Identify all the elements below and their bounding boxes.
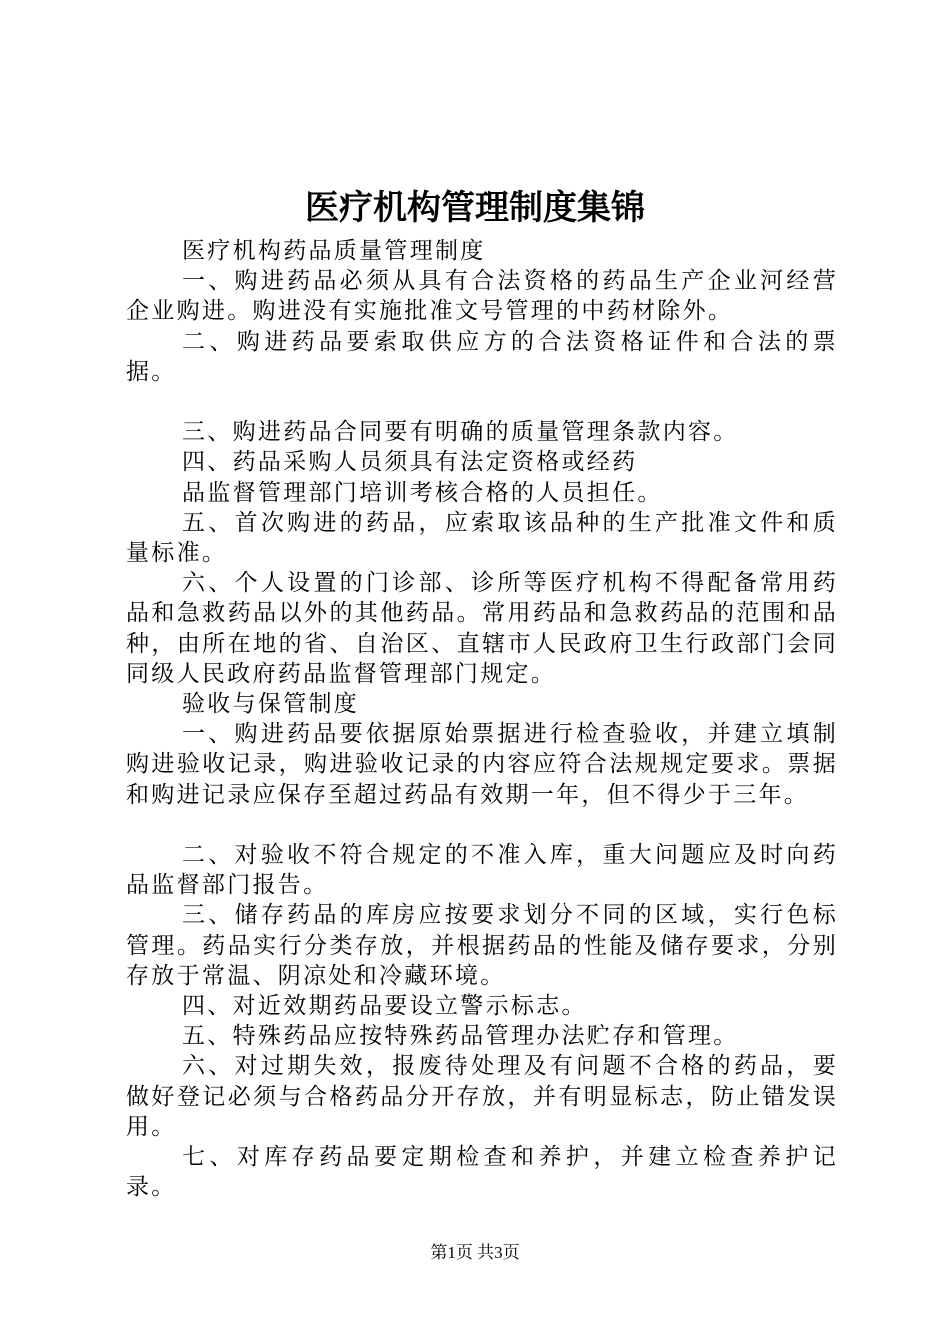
page-footer: 第1页 共3页 <box>430 1243 520 1262</box>
section-heading: 医疗机构药品质量管理制度 <box>182 238 486 264</box>
document-body <box>126 236 838 1202</box>
paragraph: 品监督管理部门培训考核合格的人员担任。 <box>182 479 663 506</box>
paragraph: 五、特殊药品应按特殊药品管理办法贮存和管理。 <box>182 1023 739 1050</box>
paragraph: 一、购进药品要依据原始票据进行检查验收，并建立填制购进验收记录，购进验收记录的内容应符合法规规定要求。票据和购进记录应保存至超过药品有效期一年，但不得少于三年。 <box>126 721 838 808</box>
section-heading: 验收与保管制度 <box>182 691 360 718</box>
paragraph: 六、个人设置的门诊部、诊所等医疗机构不得配备常用药品和急救药品以外的其他药品。常用药品和急救药品的范围和品种，由所在地的省、自治区、直辖市人民政府卫生行政部门会同同级人民政府药品监督管理部门规定。 <box>126 570 838 687</box>
paragraph: 六、对过期失效，报废待处理及有问题不合格的药品，要做好登记必须与合格药品分开存放，并有明显标志，防止错发误用。 <box>126 1053 838 1140</box>
paragraph: 七、对库存药品要定期检查和养护，并建立检查养护记录。 <box>126 1144 838 1201</box>
paragraph: 四、药品采购人员须具有法定资格或经药 <box>182 449 638 476</box>
paragraph: 三、购进药品合同要有明确的质量管理条款内容。 <box>182 419 739 446</box>
paragraph: 三、储存药品的库房应按要求划分不同的区域，实行色标管理。药品实行分类存放，并根据药品的性能及储存要求，分别存放于常温、阴凉处和冷藏环境。 <box>126 902 838 989</box>
paragraph: 四、对近效期药品要设立警示标志。 <box>182 993 587 1020</box>
paragraph: 二、对验收不符合规定的不准入库，重大问题应及时向药品监督部门报告。 <box>126 842 838 899</box>
document-title: 医疗机构管理制度集锦 <box>305 188 645 228</box>
paragraph: 五、首次购进的药品，应索取该品种的生产批准文件和质量标准。 <box>126 509 838 567</box>
paragraph: 二、购进药品要索取供应方的合法资格证件和合法的票据。 <box>126 328 838 385</box>
paragraph: 一、购进药品必须从具有合法资格的药品生产企业河经营企业购进。购进没有实施批准文号管理的中药材除外。 <box>126 268 838 325</box>
